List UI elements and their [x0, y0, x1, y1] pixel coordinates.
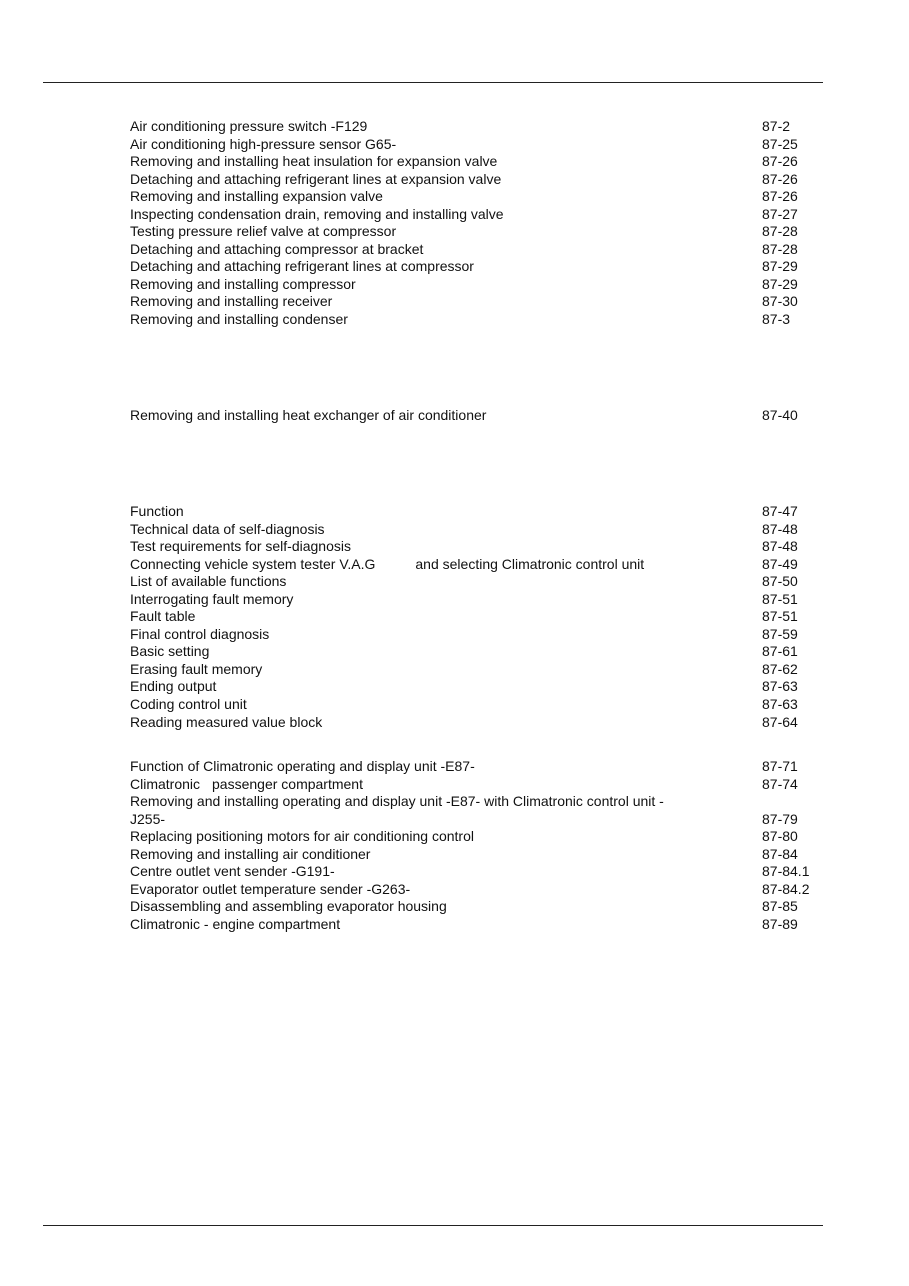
toc-entry-page: 87-3 — [762, 311, 791, 328]
toc-entry[interactable] — [0, 846, 909, 864]
toc-entry[interactable] — [0, 136, 909, 154]
toc-entry-page: 87-50 — [762, 573, 798, 590]
toc-entry-title: Air conditioning high-pressure sensor G65- — [130, 135, 397, 152]
toc-entry-title-part: Connecting vehicle system tester V.A.G — [130, 555, 376, 572]
toc-entry-title: Air conditioning pressure switch -F129 — [130, 118, 368, 134]
toc-entry[interactable] — [0, 538, 909, 556]
toc-entry[interactable] — [0, 828, 909, 846]
toc-entry-page: 87-84 — [762, 845, 798, 862]
toc-entry-page: 87-27 — [762, 205, 798, 222]
toc-entry[interactable] — [0, 171, 909, 189]
toc-entry-title: Replacing positioning motors for air conditioning control — [130, 828, 474, 845]
toc-entry[interactable] — [0, 863, 909, 881]
toc-entry-title — [130, 556, 730, 573]
toc-entry-page: 87-28 — [762, 240, 798, 257]
toc-entry-title: Test requirements for self-diagnosis — [130, 538, 351, 555]
toc-entry-page: 87-61 — [762, 643, 798, 660]
toc-entry-page: 87-79 — [762, 810, 798, 827]
toc-entry-title: Function of Climatronic operating and display unit -E87- — [130, 758, 475, 774]
toc-entry-page: 87-84.1 — [762, 863, 810, 880]
toc-entry-page: 87-63 — [762, 678, 798, 695]
toc-entry-title: Removing and installing expansion valve — [130, 188, 383, 205]
toc-entry-page: 87-51 — [762, 608, 798, 625]
toc-entry[interactable] — [0, 258, 909, 276]
toc-entry[interactable] — [0, 276, 909, 294]
toc-entry-page: 87-26 — [762, 170, 798, 187]
toc-entry[interactable] — [0, 521, 909, 539]
toc-entry-title: Fault table — [130, 608, 196, 625]
toc-entry-page: 87-74 — [762, 775, 798, 792]
toc-entry-page: 87-29 — [762, 258, 798, 275]
toc-entry-page: 87-64 — [762, 713, 798, 730]
toc-entry-page: 87-26 — [762, 188, 798, 205]
toc-entry-title: Evaporator outlet temperature sender -G263- — [130, 880, 411, 897]
toc-entry-page: 87-59 — [762, 625, 798, 642]
toc-entry[interactable] — [0, 188, 909, 206]
toc-entry-page: 87-49 — [762, 555, 798, 572]
toc-entry[interactable] — [0, 898, 909, 916]
toc-entry-title: Inspecting condensation drain, removing and installing valve — [130, 205, 504, 222]
toc-entry[interactable] — [0, 661, 909, 679]
toc-entry-title: Function — [130, 503, 184, 519]
toc-entry-title: Detaching and attaching compressor at bracket — [130, 240, 424, 257]
toc-entry-page: 87-40 — [762, 407, 798, 423]
toc-entry[interactable] — [0, 206, 909, 224]
toc-group-heat-exchanger — [0, 407, 909, 425]
toc-entry[interactable] — [0, 643, 909, 661]
toc-entry-page: 87-51 — [762, 590, 798, 607]
toc-entry[interactable] — [0, 311, 909, 329]
toc-entry[interactable] — [0, 241, 909, 259]
toc-entry-title — [130, 776, 730, 793]
toc-entry[interactable] — [0, 118, 909, 136]
toc-entry[interactable] — [0, 608, 909, 626]
toc-entry-title: Removing and installing operating and display unit -E87- with Climatronic control unit -J255- — [130, 793, 664, 827]
toc-entry-page: 87-25 — [762, 135, 798, 152]
toc-entry-title: Disassembling and assembling evaporator housing — [130, 898, 447, 915]
toc-entry-page: 87-30 — [762, 293, 798, 310]
toc-group-self-diagnosis — [0, 503, 909, 731]
toc-entry-title-part: and selecting Climatronic control unit — [415, 555, 645, 572]
toc-entry-title: Reading measured value block — [130, 713, 323, 730]
toc-entry[interactable] — [0, 696, 909, 714]
toc-entry-title: Removing and installing heat insulation for expansion valve — [130, 153, 498, 170]
toc-entry-page: 87-48 — [762, 538, 798, 555]
toc-entry-title: Centre outlet vent sender -G191- — [130, 863, 335, 880]
toc-entry-title: Removing and installing air conditioner — [130, 845, 371, 862]
toc-entry[interactable] — [0, 503, 909, 521]
toc-entry-page: 87-71 — [762, 758, 798, 774]
toc-entry-page: 87-2 — [762, 118, 791, 134]
header-rule — [43, 82, 823, 83]
toc-entry[interactable] — [0, 916, 909, 934]
toc-entry-title: List of available functions — [130, 573, 287, 590]
toc-entry-page: 87-85 — [762, 898, 798, 915]
toc-entry-title: Removing and installing heat exchanger of air conditioner — [130, 407, 487, 423]
toc-entry-title: Erasing fault memory — [130, 660, 263, 677]
toc-entry-page: 87-62 — [762, 660, 798, 677]
toc-entry[interactable] — [0, 758, 909, 776]
toc-entry-page: 87-29 — [762, 275, 798, 292]
toc-entry-title: Technical data of self-diagnosis — [130, 520, 325, 537]
toc-entry[interactable] — [0, 714, 909, 732]
toc-entry-title: Detaching and attaching refrigerant lines at compressor — [130, 258, 474, 275]
toc-entry-page: 87-80 — [762, 828, 798, 845]
toc-entry-page: 87-47 — [762, 503, 798, 519]
toc-entry[interactable] — [0, 678, 909, 696]
toc-entry[interactable] — [0, 626, 909, 644]
toc-entry-title: Ending output — [130, 678, 217, 695]
toc-entry-title: Coding control unit — [130, 696, 247, 713]
toc-entry[interactable] — [0, 591, 909, 609]
toc-entry-title: Testing pressure relief valve at compressor — [130, 223, 397, 240]
toc-entry-title: Removing and installing condenser — [130, 311, 348, 328]
toc-entry[interactable] — [0, 793, 909, 828]
toc-entry[interactable] — [0, 153, 909, 171]
toc-group-refrigerant-circuit — [0, 118, 909, 329]
toc-entry-title: Final control diagnosis — [130, 625, 270, 642]
toc-entry[interactable] — [0, 407, 909, 425]
toc-entry-title-part: Climatronic — [130, 775, 201, 792]
toc-entry[interactable] — [0, 776, 909, 794]
footer-rule — [43, 1225, 823, 1226]
toc-entry[interactable] — [0, 881, 909, 899]
toc-entry-title-part: passenger compartment — [212, 775, 363, 792]
toc-entry-page: 87-26 — [762, 153, 798, 170]
toc-entry-title: Interrogating fault memory — [130, 590, 294, 607]
toc-entry-title: Climatronic - engine compartment — [130, 915, 341, 932]
toc-entry-title: Detaching and attaching refrigerant lines at expansion valve — [130, 170, 502, 187]
toc-entry-title: Basic setting — [130, 643, 210, 660]
toc-entry-page: 87-84.2 — [762, 880, 810, 897]
toc-entry[interactable] — [0, 293, 909, 311]
toc-entry-page: 87-89 — [762, 915, 798, 932]
toc-entry[interactable] — [0, 573, 909, 591]
toc-entry-page: 87-63 — [762, 696, 798, 713]
toc-group-climatronic — [0, 758, 909, 933]
toc-entry[interactable] — [0, 556, 909, 574]
toc-entry-page: 87-48 — [762, 520, 798, 537]
toc-entry-title: Removing and installing receiver — [130, 293, 333, 310]
toc-entry[interactable] — [0, 223, 909, 241]
toc-entry-title: Removing and installing compressor — [130, 275, 356, 292]
toc-entry-page: 87-28 — [762, 223, 798, 240]
